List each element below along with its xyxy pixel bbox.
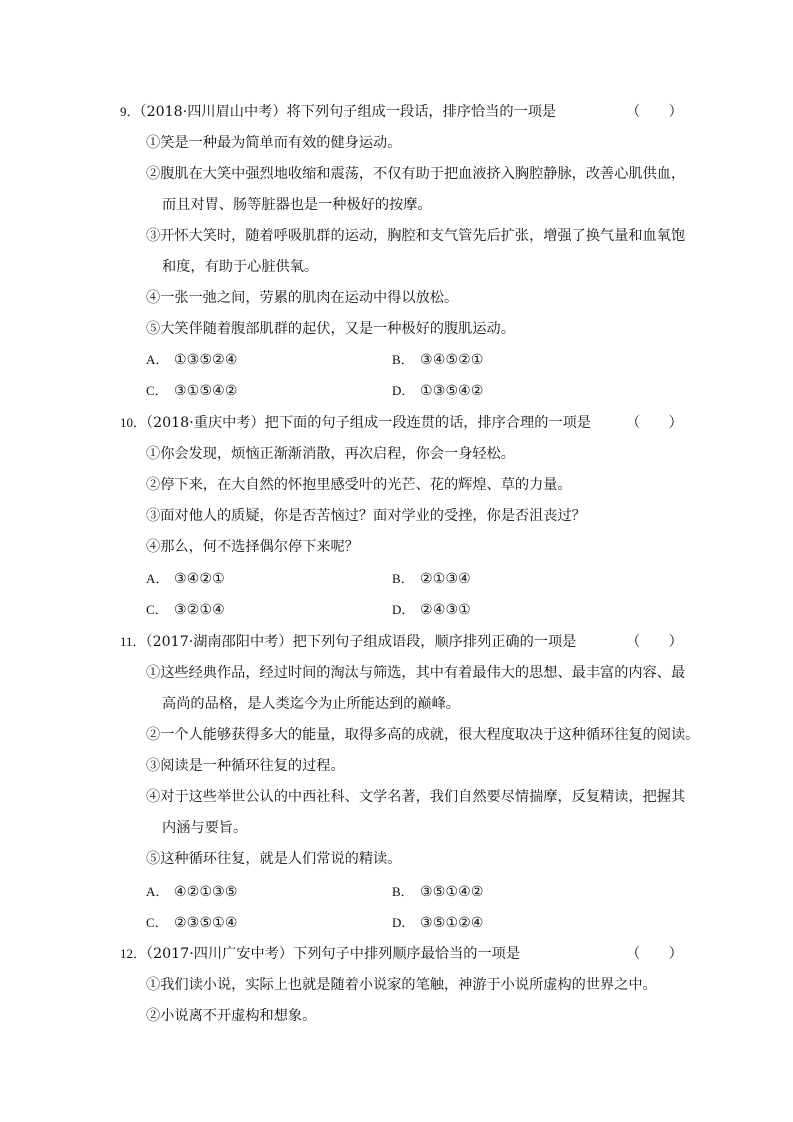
question-9-stem [120, 102, 556, 122]
option-text: ③④②① [174, 571, 225, 587]
question-prompt: 把下面的句子组成一段连贯的话，排序合理的一项是 [264, 415, 591, 431]
question-source: （2017·湖南邵阳中考） [145, 634, 293, 650]
option-label: D． [392, 915, 415, 930]
option-c [146, 381, 238, 401]
sentence-item: ②一个人能够获得多大的能量，取得多高的成就，很大程度取决于这种循环往复的阅读。 [146, 727, 700, 743]
option-c [146, 913, 238, 933]
option-label: D． [392, 602, 415, 617]
question-source: （2017·四川广安中考） [146, 946, 294, 962]
option-label: C． [146, 915, 168, 930]
option-label: C． [146, 602, 168, 617]
option-label: B． [392, 571, 414, 586]
option-text: ③①⑤④② [174, 383, 238, 399]
question-number: 11． [120, 634, 146, 649]
option-a [146, 569, 225, 589]
question-12-stem [120, 944, 520, 964]
sentence-item: ②腹肌在大笑中强烈地收缩和震荡，不仅有助于把血液挤入胸腔静脉，改善心肌供血， [146, 166, 686, 182]
sentence-item: ③面对他人的质疑，你是否苦恼过？面对学业的受挫，你是否沮丧过？ [146, 508, 586, 524]
sentence-continuation: 内涵与要旨。 [162, 820, 248, 836]
option-label: C． [146, 383, 168, 398]
option-text: ③②①④ [174, 602, 225, 618]
sentence-item: ④对于这些举世公认的中西社科、文学名著，我们自然要尽情揣摩，反复精读，把握其 [146, 789, 686, 805]
option-text: ①③⑤②④ [174, 352, 238, 368]
sentence-item: ③开怀大笑时，随着呼吸肌群的运动，胸腔和支气管先后扩张，增强了换气量和血氧饱 [146, 228, 686, 244]
sentence-continuation: 而且对胃、肠等脏器也是一种极好的按摩。 [162, 197, 432, 213]
sentence-item: ④那么，何不选择偶尔停下来呢？ [146, 539, 359, 555]
option-text: ③④⑤②① [420, 352, 484, 368]
option-text: ③⑤①②④ [420, 915, 484, 931]
question-11-stem [120, 632, 576, 652]
question-number: 9． [120, 104, 140, 119]
option-b [392, 569, 471, 589]
option-a [146, 882, 238, 902]
option-text: ④②①③⑤ [174, 884, 238, 900]
option-label: A． [146, 352, 169, 367]
option-b [392, 882, 484, 902]
sentence-item: ①笑是一种最为简单而有效的健身运动。 [146, 135, 402, 151]
option-d [392, 381, 484, 401]
answer-paren: （ ） [626, 104, 683, 120]
option-text: ②④③① [420, 602, 471, 618]
question-source: （2018·重庆中考） [146, 415, 265, 431]
question-10-stem [120, 413, 591, 433]
option-label: D． [392, 383, 415, 398]
answer-paren: （ ） [626, 946, 683, 962]
option-b [392, 350, 484, 370]
sentence-continuation: 和度，有助于心脏供氧。 [162, 259, 319, 275]
sentence-item: ④一张一弛之间，劳累的肌肉在运动中得以放松。 [146, 290, 459, 306]
answer-paren: （ ） [626, 634, 683, 650]
question-number: 10． [120, 415, 147, 430]
question-number: 12． [120, 946, 147, 961]
sentence-item: ①你会发现，烦恼正渐渐消散，再次启程，你会一身轻松。 [146, 446, 515, 462]
sentence-item: ②小说离不开虚构和想象。 [146, 1008, 317, 1024]
sentence-item: ①我们读小说，实际上也就是随着小说家的笔触，神游于小说所虚构的世界之中。 [146, 977, 657, 993]
sentence-item: ③阅读是一种循环往复的过程。 [146, 758, 345, 774]
sentence-item: ①这些经典作品，经过时间的淘汰与筛选，其中有着最伟大的思想、最丰富的内容、最 [146, 665, 686, 681]
question-source: （2018·四川眉山中考） [139, 104, 287, 120]
option-label: B． [392, 884, 414, 899]
option-text: ①③⑤④② [420, 383, 484, 399]
sentence-continuation: 高尚的品格，是人类迄今为止所能达到的巅峰。 [162, 696, 460, 712]
option-label: B． [392, 352, 414, 367]
sentence-item: ⑤大笑伴随着腹部肌群的起伏，又是一种极好的腹肌运动。 [146, 321, 515, 337]
sentence-item: ②停下来，在大自然的怀抱里感受叶的光芒、花的辉煌、草的力量。 [146, 477, 572, 493]
option-label: A． [146, 884, 169, 899]
answer-paren: （ ） [626, 415, 683, 431]
sentence-item: ⑤这种循环往复，就是人们常说的精读。 [146, 851, 402, 867]
option-d [392, 913, 484, 933]
option-a [146, 350, 238, 370]
question-prompt: 把下列句子组成语段，顺序排列正确的一项是 [292, 634, 577, 650]
option-d [392, 600, 471, 620]
option-text: ②①③④ [420, 571, 471, 587]
option-label: A． [146, 571, 169, 586]
option-text: ②③⑤①④ [174, 915, 238, 931]
question-prompt: 将下列句子组成一段话，排序恰当的一项是 [286, 104, 557, 120]
question-prompt: 下列句子中排列顺序最恰当的一项是 [293, 946, 521, 962]
option-text: ③⑤①④② [420, 884, 484, 900]
option-c [146, 600, 225, 620]
